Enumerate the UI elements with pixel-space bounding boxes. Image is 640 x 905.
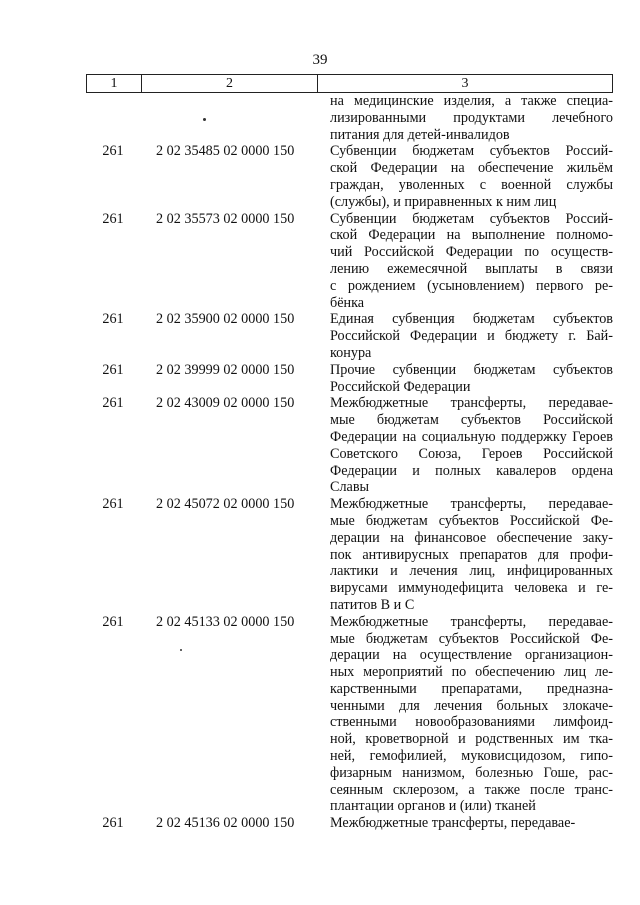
description-line: физарным нанизмом, болезнью Гоше, рас- xyxy=(330,764,613,781)
description-line: Субвенции бюджетам субъектов Россий- xyxy=(330,210,613,227)
description-line: Советского Союза, Героев Российской xyxy=(330,445,613,462)
description-line: Межбюджетные трансферты, передавае- xyxy=(330,395,613,412)
table-row xyxy=(86,93,613,143)
table-body xyxy=(86,93,613,832)
description-line: Российской Федерации и бюджету г. Бай- xyxy=(330,328,613,345)
admin-code-cell: 261 xyxy=(102,613,124,630)
description-line: конура xyxy=(330,344,372,361)
description-cell xyxy=(330,395,613,496)
description-line: с рождением (усыновлением) первого ре- xyxy=(330,277,613,294)
table-row xyxy=(86,362,613,396)
description-line: Межбюджетные трансферты, передавае- xyxy=(330,496,613,513)
budget-code-cell: 2 02 43009 02 0000 150 xyxy=(156,395,295,412)
table-header xyxy=(86,74,613,93)
budget-code-cell: 2 02 45072 02 0000 150 xyxy=(156,496,295,513)
description-line: дерации на финансовое обеспечение заку- xyxy=(330,529,613,546)
header-col-3: 3 xyxy=(461,75,469,91)
description-line: Федерации на социальную поддержку Героев xyxy=(330,428,613,445)
description-line: ской Федерации на выполнение полномо- xyxy=(330,227,613,244)
budget-code-cell: 2 02 35900 02 0000 150 xyxy=(156,311,295,328)
description-line: Российской Федерации xyxy=(330,378,471,395)
description-line: ченными для лечения больных злокаче- xyxy=(330,697,613,714)
description-line: мые бюджетам субъектов Российской Фе- xyxy=(330,512,613,529)
description-line: пок антивирусных препаратов для профи- xyxy=(330,546,613,563)
description-line: мые бюджетам субъектов Российской xyxy=(330,412,613,429)
table-row xyxy=(86,815,613,832)
table-row xyxy=(86,395,613,496)
description-line: Федерации и полных кавалеров ордена xyxy=(330,462,613,479)
admin-code-cell: 261 xyxy=(102,143,124,160)
description-line: лизированными продуктами лечебного xyxy=(330,109,613,126)
scan-dot xyxy=(180,649,182,651)
description-line: Межбюджетные трансферты, передавае- xyxy=(330,613,613,630)
header-col-1: 1 xyxy=(87,75,142,92)
description-line: лению ежемесячной выплаты в связи xyxy=(330,260,613,277)
budget-code-cell: 2 02 35573 02 0000 150 xyxy=(156,210,295,227)
description-line: плантации органов и (или) тканей xyxy=(330,798,536,815)
description-cell xyxy=(330,311,613,361)
description-line: Единая субвенция бюджетам субъектов xyxy=(330,311,613,328)
description-line: Субвенции бюджетам субъектов Россий- xyxy=(330,143,613,160)
description-line: сеянным склерозом, а также после транс- xyxy=(330,781,613,798)
description-line: лактики и лечения лиц, инфицированных xyxy=(330,563,613,580)
description-line: бёнка xyxy=(330,294,365,311)
admin-code-cell: 261 xyxy=(102,815,124,832)
description-line: ней, гемофилией, муковисцидозом, гипо- xyxy=(330,748,613,765)
header-col-2: 2 xyxy=(142,75,318,92)
budget-code-cell: 2 02 35485 02 0000 150 xyxy=(156,143,295,160)
description-line: мые бюджетам субъектов Российской Фе- xyxy=(330,630,613,647)
budget-code-cell: 2 02 45136 02 0000 150 xyxy=(156,815,295,832)
description-cell xyxy=(330,496,613,614)
description-cell xyxy=(330,211,613,312)
description-cell xyxy=(330,362,613,396)
description-line: на медицинские изделия, а также специа- xyxy=(330,93,613,109)
admin-code-cell: 261 xyxy=(102,311,124,328)
description-line: Межбюджетные трансферты, передавае- xyxy=(330,815,576,832)
description-line: карственными препаратами, предназна- xyxy=(330,680,613,697)
admin-code-cell: 261 xyxy=(102,496,124,513)
description-line: (службы), и приравненных к ним лиц xyxy=(330,193,557,210)
description-line: чий Российской Федерации по осуществ- xyxy=(330,244,613,261)
table-row xyxy=(86,211,613,312)
table-row xyxy=(86,143,613,210)
description-line: ской Федерации на обеспечение жильём xyxy=(330,160,613,177)
table-row xyxy=(86,614,613,816)
description-line: граждан, уволенных с военной службы xyxy=(330,176,613,193)
budget-code-cell: 2 02 45133 02 0000 150 xyxy=(156,613,295,630)
admin-code-cell: 261 xyxy=(102,361,124,378)
table-row xyxy=(86,496,613,614)
description-line: ной, кроветворной и родственных им тка- xyxy=(330,731,613,748)
admin-code-cell: 261 xyxy=(102,210,124,227)
description-line: питания для детей-инвалидов xyxy=(330,126,510,143)
description-line: патитов В и С xyxy=(330,596,415,613)
description-cell xyxy=(330,93,613,143)
description-cell xyxy=(330,614,613,816)
description-line: вирусами иммунодефицита человека и ге- xyxy=(330,580,613,597)
scan-dot xyxy=(203,118,206,121)
description-line: ных мероприятий по обеспечению лиц ле- xyxy=(330,664,613,681)
description-line: дерации на осуществление организацион- xyxy=(330,647,613,664)
description-cell xyxy=(330,815,613,832)
budget-code-cell: 2 02 39999 02 0000 150 xyxy=(156,361,295,378)
page-number: 39 xyxy=(312,52,328,68)
table-row xyxy=(86,311,613,361)
description-line: Славы xyxy=(330,479,370,496)
admin-code-cell: 261 xyxy=(102,395,124,412)
description-cell xyxy=(330,143,613,210)
description-line: ственными новообразованиями лимфоид- xyxy=(330,714,613,731)
description-line: Прочие субвенции бюджетам субъектов xyxy=(330,361,613,378)
